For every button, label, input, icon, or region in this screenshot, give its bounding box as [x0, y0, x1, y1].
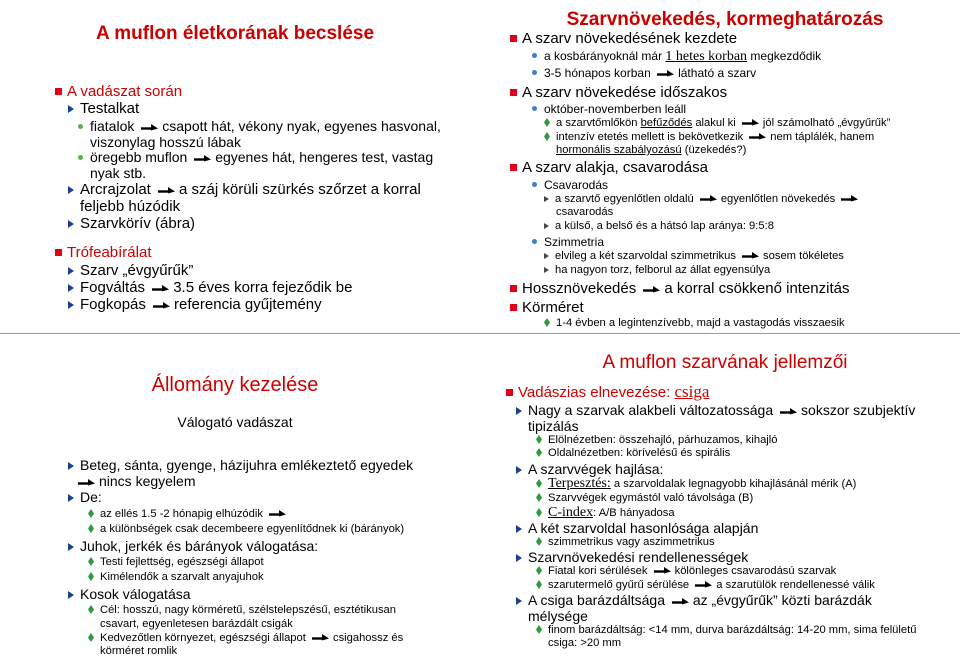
arrow-right-icon — [841, 193, 859, 203]
slide4-item-d1: szimmetrikus vagy aszimmetrikus — [536, 536, 715, 549]
diamond-bullet-icon — [88, 572, 94, 581]
slide2-item-c2: Szimmetria — [532, 235, 604, 249]
slide3-item-a-cont: nincs kegyelem — [78, 473, 196, 489]
arrow-right-icon — [780, 406, 798, 416]
triangle-bullet-icon — [68, 267, 74, 275]
triangle-bullet-icon — [516, 466, 522, 474]
slide4-item-e1: Fiatal kori sérülések kölönleges csavarodású szarvak — [536, 565, 836, 578]
diamond-bullet-icon — [88, 509, 94, 518]
slide2-item-b3: intenzív etetés mellett is bekövetkezik nem táplálék, hanem — [544, 131, 874, 144]
slide1-item-a: A vadászat során — [55, 83, 182, 100]
diamond-bullet-icon — [536, 508, 542, 517]
slide3-item-d2-cont: körméret romlik — [100, 645, 178, 657]
arrow-right-icon — [312, 632, 330, 642]
triangle-bullet-icon — [544, 223, 549, 229]
slide2-item-b2: a szarvtőmlőkön befűződés alakul ki jól számolható „évgyűrűk” — [544, 117, 890, 130]
triangle-bullet-icon — [68, 301, 74, 309]
slide1-item-a3: Arcrajzolat a száj körüli szürkés szőrzet a korral — [68, 181, 421, 198]
slide4-item-f-cont: mélysége — [528, 608, 588, 624]
slide2-item-c2c: ha nagyon torz, felborul az állat egyensúlya — [544, 264, 770, 277]
slide3-item-b: De: — [68, 489, 102, 505]
slide4-item-f: A csiga barázdáltsága az „évgyűrűk” közti barázdák — [516, 592, 872, 608]
slide3-item-d1: Cél: hosszú, nagy körméretű, szélstelepszésű, esztétikusan — [88, 604, 396, 617]
square-bullet-icon — [55, 249, 62, 256]
slide4-item-c2: Szarvvégek egymástól való távolsága (B) — [536, 492, 753, 505]
slide3-subtitle: Válogató vadászat — [177, 414, 293, 430]
slide4-item-e: Szarvnövekedési rendellenességek — [516, 549, 748, 565]
slide1-item-a4: Szarvkörív (ábra) — [68, 215, 195, 232]
square-bullet-icon — [506, 389, 513, 396]
slide1-item-b2: Fogváltás 3.5 éves korra fejeződik be — [68, 279, 353, 296]
slide1-item-a2-cont: nyak stb. — [90, 165, 147, 181]
square-bullet-icon — [55, 88, 62, 95]
triangle-bullet-icon — [68, 284, 74, 292]
slide1-item-b3: Fogkopás referencia gyűjtemény — [68, 296, 322, 313]
slide4-item-b: Nagy a szarvak alakbeli változatossága sokszor szubjektív — [516, 402, 915, 418]
arrow-right-icon — [78, 477, 96, 487]
dot-bullet-icon — [532, 106, 537, 111]
arrow-right-icon — [152, 283, 170, 293]
slide2-title: Szarvnövekedés, kormeghatározás — [566, 9, 884, 30]
square-bullet-icon — [510, 89, 517, 96]
triangle-bullet-icon — [516, 554, 522, 562]
slide3-item-b1: az ellés 1.5 -2 hónapig elhúzódik — [88, 508, 290, 521]
triangle-bullet-icon — [516, 525, 522, 533]
diamond-bullet-icon — [544, 318, 550, 327]
arrow-right-icon — [153, 300, 171, 310]
dot-bullet-icon — [78, 124, 83, 129]
diamond-bullet-icon — [544, 118, 550, 127]
diamond-bullet-icon — [88, 605, 94, 614]
slide2-item-a1: a kosbárányoknál már 1 hetes korban megkezdődik — [532, 49, 821, 64]
dot-bullet-icon — [532, 53, 537, 58]
arrow-right-icon — [749, 131, 767, 141]
arrow-right-icon — [643, 284, 661, 294]
slide2-item-c1d: a külső, a belső és a hátsó lap aránya: 9:5:8 — [544, 220, 774, 233]
slide1-item-b1: Szarv „évgyűrűk” — [68, 262, 193, 279]
arrow-right-icon — [269, 508, 287, 518]
slide3-item-c2: Kimélendők a szarvalt anyajuhok — [88, 571, 264, 584]
slide1-item-a3-cont: feljebb húzódik — [80, 198, 181, 215]
slide3-item-c1: Testi fejlettség, egészségi állapot — [88, 556, 264, 569]
diamond-bullet-icon — [544, 132, 550, 141]
slide4-item-a: Vadászias elnevezése: csiga — [506, 383, 709, 401]
slide2-item-a: A szarv növekedésének kezdete — [510, 30, 737, 47]
slide1-item-a2: öregebb muflon egyenes hát, hengeres test, vastag — [78, 149, 433, 165]
slide4-item-b1: Elölnézetben: összehajló, párhuzamos, kihajló — [536, 434, 777, 447]
slide4-item-b2: Oldalnézetben: körívelésű és spirális — [536, 447, 730, 460]
slide3-title: Állomány kezelése — [151, 374, 319, 396]
slide4-item-c1: Terpesztés: a szarvoldalak legnagyobb kihajlásánál mérik (A) — [536, 477, 856, 491]
square-bullet-icon — [510, 304, 517, 311]
slide4-item-f1: finom barázdáltság: <14 mm, durva barázdáltság: 14-20 mm, sima felületű — [536, 624, 916, 637]
arrow-right-icon — [672, 596, 690, 606]
dot-bullet-icon — [532, 239, 537, 244]
square-bullet-icon — [510, 164, 517, 171]
diamond-bullet-icon — [88, 633, 94, 642]
slide4-title: A muflon szarvának jellemzői — [602, 352, 848, 373]
arrow-right-icon — [700, 193, 718, 203]
diamond-bullet-icon — [88, 524, 94, 533]
triangle-bullet-icon — [68, 220, 74, 228]
square-bullet-icon — [510, 285, 517, 292]
slide3-item-a: Beteg, sánta, gyenge, házijuhra emlékeztető egyedek — [68, 457, 413, 473]
slide1-item-a1: Testalkat — [68, 100, 139, 117]
dot-bullet-icon — [532, 182, 537, 187]
arrow-right-icon — [742, 117, 760, 127]
slide-1 — [0, 0, 470, 333]
slide4-item-d: A két szarvoldal hasonlósága alapján — [516, 520, 758, 536]
arrow-right-icon — [654, 565, 672, 575]
slide2-item-b1: október-novemberben leáll — [532, 102, 686, 116]
arrow-right-icon — [695, 579, 713, 589]
slide4-item-c3: C-index: A/B hányadosa — [536, 506, 675, 520]
diamond-bullet-icon — [536, 493, 542, 502]
slide1-item-a1-detail: fiatalok csapott hát, vékony nyak, egyenes hasvonal, — [78, 118, 441, 134]
triangle-bullet-icon — [68, 105, 74, 113]
triangle-bullet-icon — [544, 253, 549, 259]
triangle-bullet-icon — [68, 186, 74, 194]
slide3-item-b2: a különbségek csak decembeere egyenlítődnek ki (bárányok) — [88, 523, 404, 536]
diamond-bullet-icon — [536, 566, 542, 575]
slide-4 — [490, 334, 960, 666]
diamond-bullet-icon — [536, 435, 542, 444]
diamond-bullet-icon — [536, 479, 542, 488]
diamond-bullet-icon — [536, 625, 542, 634]
diamond-bullet-icon — [536, 580, 542, 589]
slide-3 — [0, 334, 470, 666]
arrow-right-icon — [657, 68, 675, 78]
arrow-right-icon — [141, 122, 159, 132]
slide2-item-c1: Csavarodás — [532, 178, 608, 192]
slide2-item-a2: 3-5 hónapos korban látható a szarv — [532, 66, 756, 80]
slide2-item-b3-cont: hormonális szabályozású (üzekedés?) — [556, 144, 747, 156]
slide2-item-c1a-cont: csavarodás — [556, 206, 614, 218]
arrow-right-icon — [194, 153, 212, 163]
slide2-item-b: A szarv növekedése időszakos — [510, 84, 727, 101]
arrow-right-icon — [158, 185, 176, 195]
triangle-bullet-icon — [68, 462, 74, 470]
slide3-item-d2: Kedvezőtlen környezet, egészségi állapot csigahossz és — [88, 632, 403, 645]
triangle-bullet-icon — [68, 543, 74, 551]
slide3-item-d1-cont: csavart, egyenletesen barázdált csigák — [100, 618, 293, 630]
square-bullet-icon — [510, 35, 517, 42]
slide4-item-e2: szarutermelő gyűrű sérülése a szarutülök rendellenessé válik — [536, 579, 875, 592]
triangle-bullet-icon — [516, 597, 522, 605]
slide2-item-c2a: elvileg a két szarvoldal szimmetrikus sosem tökéletes — [544, 250, 844, 263]
triangle-bullet-icon — [544, 267, 549, 273]
dot-bullet-icon — [532, 70, 537, 75]
arrow-right-icon — [742, 250, 760, 260]
slide2-item-e: Körméret — [510, 299, 584, 316]
triangle-bullet-icon — [68, 494, 74, 502]
slide2-item-c1a: a szarvtő egyenlőtlen oldalú egyenlőtlen növekedés — [544, 193, 862, 206]
slide3-item-c: Juhok, jerkék és bárányok válogatása: — [68, 538, 318, 554]
slide3-item-d-label: Kosok válogatása — [68, 586, 191, 602]
dot-bullet-icon — [78, 155, 83, 160]
slide4-item-f1-cont: csiga: >20 mm — [548, 637, 622, 649]
triangle-bullet-icon — [516, 407, 522, 415]
triangle-bullet-icon — [544, 196, 549, 202]
diamond-bullet-icon — [536, 537, 542, 546]
slide1-title: A muflon életkorának becslése — [95, 23, 375, 44]
diamond-bullet-icon — [88, 557, 94, 566]
slide1-item-a1-cont: viszonylag hosszú lábak — [90, 134, 241, 150]
slide2-item-c: A szarv alakja, csavarodása — [510, 159, 708, 176]
slide2-item-e1: 1-4 évben a legintenzívebb, majd a vastagodás visszaesik — [544, 317, 845, 330]
slide-2 — [490, 0, 960, 333]
slide4-item-b-cont: tipizálás — [528, 418, 579, 434]
slide1-item-b: Trófeabírálat — [55, 244, 152, 261]
slide2-item-d: Hossznövekedés a korral csökkenő intenzitás — [510, 280, 850, 297]
slide4-item-c: A szarvvégek hajlása: — [516, 461, 663, 477]
triangle-bullet-icon — [68, 591, 74, 599]
diamond-bullet-icon — [536, 448, 542, 457]
